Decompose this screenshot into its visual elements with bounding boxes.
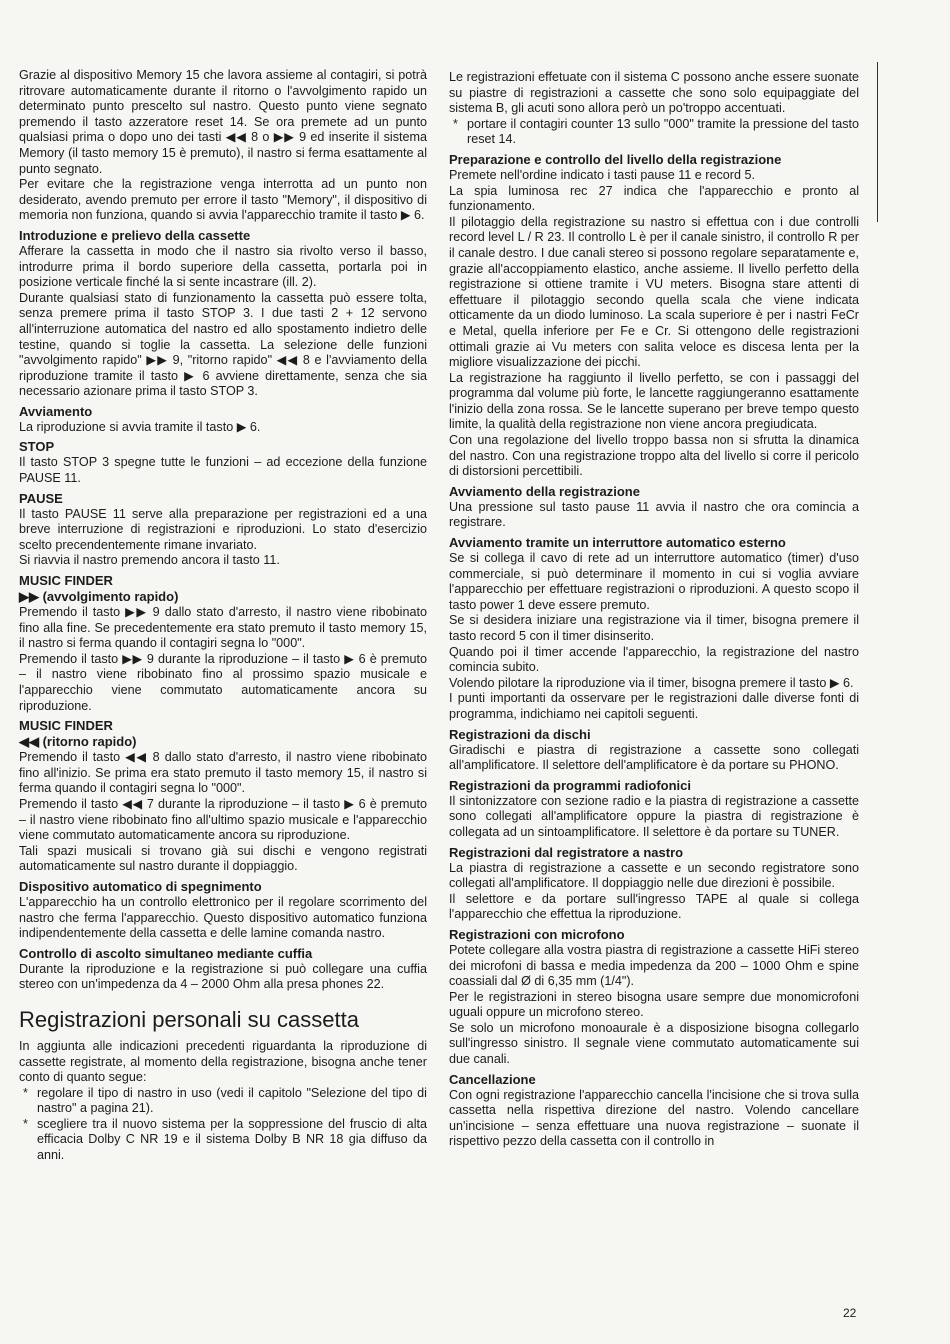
paragraph: Quando poi il timer accende l'apparecchio, la registrazione del nastro comincia subito. [449,644,859,675]
paragraph: Premendo il tasto ▶▶ 9 durante la riproduzione – il tasto ▶ 6 è premuto – il nastro viene ribobinato fino al prossimo spazio musicale e l'apparecchio viene commutato automaticamente ancora su riproduzione. [19,651,427,713]
paragraph: Le registrazioni effetuate con il sistema C possono anche essere suonate su piastre di registrazioni a cassette che sono solo equipaggiate del sistema B, gli acuti sono allora però un po'troppo accentuati. [449,70,859,116]
paragraph: Durante qualsiasi stato di funzionamento la cassetta può essere tolta, senza premere prima il tasto STOP 3. I due tasti 2 + 12 servono all'interruzione automatica del nastro ed allo spostamento indietro delle testine, quando si toglie la cassetta. La selezione delle funzioni "avvolgimento rapido" ▶▶ 9, "ritorno rapido" ◀◀ 8 e l'avviamento della riproduzione tramite il tasto ▶ 6 avviene direttamente, senza che sia necessario azionare prima il tasto STOP 3. [19,290,427,399]
section-heading: STOP [19,439,55,455]
paragraph: Il sintonizzatore con sezione radio e la piastra di registrazione a cassette sono collegati all'amplificatore oppure la piastra di registrazione è collegata ad un sintoamplificatore. Il selettore è da portare su TUNER. [449,793,859,839]
section-heading: MUSIC FINDER [19,573,113,589]
bullet-item [449,117,859,148]
right-column [449,70,859,1150]
paragraph: Il selettore e da portare sull'ingresso TAPE al quale si collega l'apparecchio che effettua la riproduzione. [449,891,859,922]
paragraph: Premete nell'ordine indicato i tasti pause 11 e record 5. [449,167,755,182]
section-heading: Cancellazione [449,1071,536,1087]
section-heading: PAUSE [19,490,63,506]
paragraph: Premendo il tasto ◀◀ 8 dallo stato d'arresto, il nastro viene ribobinato fino all'inizio. Se prima era stato premuto il tasto memory 15, il nastro si ferma quando il contagiri segna lo "000". [19,750,427,796]
section-heading: Introduzione e prelievo della cassette [19,227,251,243]
section-heading: ◀◀ (ritorno rapido) [19,734,137,750]
paragraph: La registrazione ha raggiunto il livello perfetto, se con i passaggi del programma dal volume più forte, le lancette raggiungeranno esattamente l'inizio della zona rossa. Se le lancette superano per breve tempo questo limite, la qualità della registrazione non viene ancora pregiudicata. [449,370,859,432]
bullet-marker: * [453,116,458,131]
page-number: 22 [843,1306,857,1320]
paragraph: Con una regolazione del livello troppo bassa non si sfrutta la dinamica del nastro. Con una registrazione troppo alta del livello si corre il pericolo di distorsioni percettibili. [449,433,859,479]
paragraph: In aggiunta alle indicazioni precedenti riguardanta la riproduzione di cassette registrate, al momento della registrazione, bisogna anche tener conto di quanto segue: [19,1038,427,1085]
paragraph: Grazie al dispositivo Memory 15 che lavora assieme al contagiri, si potrà ritrovare automaticamente durante il ritorno o l'avvolgimento rapido un determinato punto prescelto sul nastro. Questo punto viene segnato premendo il tasto azzeratore reset 14. Se ora premete ad un punto qualsiasi prima o dopo uno dei tasti ◀◀ 8 o ▶▶ 9 ed inserite il sistema Memory (il tasto memory 15 è premuto), il nastro si ferma esattamente al punto segnato. [19,68,427,176]
paragraph: Il pilotaggio della registrazione su nastro si effettua con i due controlli record level L / R 23. Il controllo L è per il canale sinistro, il controllo R per il canale destro. I due canali stereo si possono regolare separatamente e, grazie all'accoppiamento elastico, anche assieme. Il livello perfetto della registrazione si ottiene tramite i VU meters. Bisogna stare attenti di effettuare il pilotaggio secondo quella scala che viene indicata otticamente da un diodo luminoso. La scala superiore è per i nastri FeCr e Metal, quella inferiore per Fe e Cr. Si ottengono delle registrazioni ottimali grazie ai Vu meters con salita veloce es discesa lenta per la migliore visualizzazione dei picchi. [449,214,859,370]
bullet-marker: * [23,1085,28,1100]
paragraph: I punti importanti da osservare per le registrazioni dalle diverse fonti di programma, indichiamo nei capitoli seguenti. [449,691,859,721]
section-heading: ▶▶ (avvolgimento rapido) [19,589,179,605]
paragraph: La piastra di registrazione a cassette e un secondo registratore sono collegati all'amplificatore. Il doppiaggio nelle due direzioni è possibile. [449,860,859,891]
section-heading: Avviamento [19,403,93,419]
paragraph: Se si collega il cavo di rete ad un interruttore automatico (timer) d'uso commerciale, si può determinare il momento in cui si voglia avviare l'apparecchio per effettuare registrazioni o riproduzioni. A questo scopo il tasto power 1 deve essere premuto. [449,551,859,612]
section-heading: Avviamento della registrazione [449,483,640,499]
paragraph: L'apparecchio ha un controllo elettronico per il regolare scorrimento del nastro che ferma l'apparecchio. Questo dispositivo automatico funziona indipendentemente della cassetta e delle lamine comanda nastro. [19,894,427,941]
paragraph: Premendo il tasto ▶▶ 9 dallo stato d'arresto, il nastro viene ribobinato fino alla fine. Se precedentemente era stato premuto il tasto memory 15, il nastro si ferma quando il contagiri segna lo "000". [19,605,427,651]
paragraph: Afferare la cassetta in modo che il nastro sia rivolto verso il basso, introdurre prima il bordo superiore della cassetta, portarla poi in posizione verticale finché la si sente incastrare (ill. 2). [19,243,427,290]
section-heading: Registrazioni da programmi radiofonici [449,777,691,793]
paragraph: Se solo un microfono monoaurale è a disposizione bisogna collegarlo sull'ingresso sinistro. Il segnale viene commutato automaticamente sui due canali. [449,1020,859,1067]
section-title: Registrazioni personali su cassetta [19,1006,359,1032]
paragraph: Volendo pilotare la riproduzione via il timer, bisogna premere il tasto ▶ 6. [449,675,854,690]
paragraph: Tali spazi musicali si trovano già sui dischi e vengono registrati automaticamente sul nastro durante il doppiaggio. [19,843,427,874]
bullet-text: scegliere tra il nuovo sistema per la soppressione del fruscio di alta efficacia Dolby C NR 19 e il sistema Dolby B NR 18 gia diffuso da anni. [37,1116,427,1163]
paragraph: Durante la riproduzione e la registrazione si può collegare una cuffia stereo con un'impedenza da 4 – 2000 Ohm alla presa phones 22. [19,961,427,992]
paragraph: La spia luminosa rec 27 indica che l'apparecchio e pronto al funzionamento. [449,183,859,214]
paragraph: Il tasto PAUSE 11 serve alla preparazione per registrazioni ed a una breve interruzione di registrazioni e riproduzioni. Lo stato d'esercizio scelto precendentemente rimane invariato. [19,506,427,552]
section-heading: Avviamento tramite un interruttore automatico esterno [449,535,786,551]
paragraph: Per evitare che la registrazione venga interrotta ad un punto non desiderato, avendo premuto per errore il tasto "Memory", il dispositivo di memoria non funziona, quando si avvia l'apparecchio tramite il tasto ▶ 6. [19,177,427,223]
bullet-text: portare il contagiri counter 13 sullo "000" tramite la pressione del tasto reset 14. [467,116,859,147]
paragraph: Il tasto STOP 3 spegne tutte le funzioni – ad eccezione della funzione PAUSE 11. [19,455,427,486]
paragraph: Potete collegare alla vostra piastra di registrazione a cassette HiFi stereo dei microfoni di bassa e media impedenza da 200 – 1000 Ohm e spine coassiali dal Ø di 6,35 mm (1/4"). [449,942,859,989]
paragraph: Con ogni registrazione l'apparecchio cancella l'incisione che si trova sulla cassetta nella rispettiva direzione del nastro. Volendo cancellare un'incisione – senza effettuare una nuova registrazione – suonate il rispettivo pezzo della cassetta con il controllo in [449,1087,859,1149]
section-heading: Registrazioni dal registratore a nastro [449,844,684,860]
bullet-text: regolare il tipo di nastro in uso (vedi il capitolo "Selezione del tipo di nastro" a pagina 21). [37,1085,427,1116]
section-heading: Controllo di ascolto simultaneo mediante cuffia [19,945,313,961]
section-heading: MUSIC FINDER [19,718,113,734]
bullet-item [19,1086,427,1117]
section-heading: Registrazioni con microfono [449,926,625,942]
paragraph: Premendo il tasto ◀◀ 7 durante la riproduzione – il tasto ▶ 6 è premuto – il nastro viene ribobinato fino all'ultimo spazio musicale e l'apparecchio viene commutato automaticamente ancora su riproduzione. [19,796,427,843]
paragraph: Se si desidera iniziare una registrazione via il timer, bisogna premere il tasto record 5 con il timer disinserito. [449,613,859,643]
paragraph: Si riavvia il nastro premendo ancora il tasto 11. [19,553,280,568]
bullet-marker: * [23,1116,28,1131]
left-column [19,68,427,1164]
bullet-item [19,1117,427,1164]
paragraph: Per le registrazioni in stereo bisogna usare sempre due monomicrofoni uguali oppure un microfono stereo. [449,989,859,1020]
section-heading: Registrazioni da dischi [449,726,591,742]
section-heading: Dispositivo automatico di spegnimento [19,878,262,894]
paragraph: Giradischi e piastra di registrazione a cassette sono collegati all'amplificatore. Il selettore dell'amplificatore è da portare su PHONO. [449,742,859,773]
paragraph: Una pressione sul tasto pause 11 avvia il nastro che ora comincia a registrare. [449,499,859,530]
margin-rule [877,62,878,222]
section-heading: Preparazione e controllo del livello della registrazione [449,151,782,167]
paragraph: La riproduzione si avvia tramite il tasto ▶ 6. [19,419,261,434]
